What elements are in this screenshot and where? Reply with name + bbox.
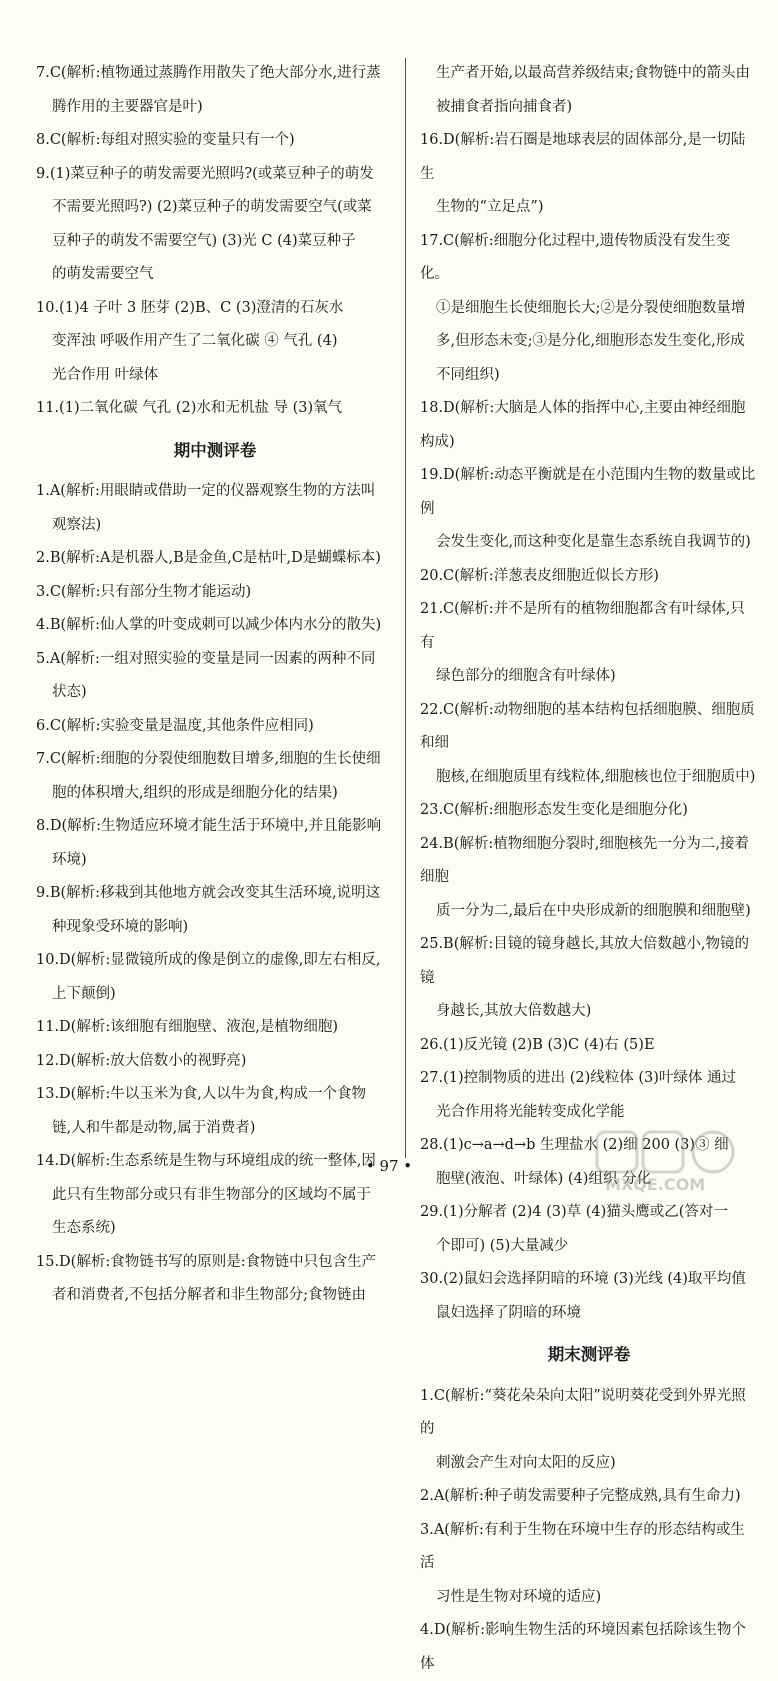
answer-line: 腾作用的主要器官是叶) bbox=[52, 98, 203, 115]
answer-line: 3.C(解析:只有部分生物才能运动) bbox=[36, 583, 252, 600]
answer-item bbox=[420, 459, 758, 560]
answer-item bbox=[36, 475, 394, 542]
answer-line: 12.D(解析:放大倍数小的视野亮) bbox=[36, 1052, 247, 1069]
answer-line: 10.D(解析:显微镜所成的像是倒立的虚像,即左右相反, bbox=[36, 952, 381, 968]
left-column bbox=[36, 57, 394, 1313]
answer-item bbox=[36, 810, 394, 877]
answer-item bbox=[36, 944, 394, 1011]
answer-line: 7.C(解析:细胞的分裂使细胞数目增多,细胞的生长使细 bbox=[36, 751, 381, 767]
answer-line: 会发生变化,而这种变化是靠生态系统自我调节的) bbox=[436, 534, 751, 550]
answer-line: 刺激会产生对向太阳的反应) bbox=[436, 1454, 616, 1471]
answer-line: 不需要光照吗?) (2)菜豆种子的萌发需要空气(或菜 bbox=[52, 199, 372, 215]
answer-item bbox=[36, 609, 394, 643]
answer-item bbox=[420, 1196, 758, 1263]
answer-item bbox=[420, 1062, 758, 1129]
answer-line: 6.C(解析:实验变量是温度,其他条件应相同) bbox=[36, 717, 314, 734]
answer-line: 变浑浊 呼吸作用产生了二氧化碳 ④ 气孔 (4) bbox=[52, 333, 338, 349]
answer-line: 1.C(解析:“葵花朵朵向太阳”说明葵花受到外界光照的 bbox=[420, 1387, 746, 1437]
answer-item bbox=[36, 392, 394, 426]
answer-line: 30.(2)鼠妇会选择阴暗的环境 (3)光线 (4)取平均值 bbox=[420, 1271, 746, 1287]
answer-line: 种现象受环境的影响) bbox=[52, 918, 189, 935]
answer-item bbox=[36, 542, 394, 576]
answer-line: 15.D(解析:食物链书写的原则是:食物链中只包含生产 bbox=[36, 1253, 377, 1270]
answer-item bbox=[420, 1029, 758, 1063]
answer-line: 8.D(解析:生物适应环境才能生活于环境中,并且能影响 bbox=[36, 818, 382, 834]
answer-line: 习性是生物对环境的适应) bbox=[436, 1588, 602, 1605]
answer-item bbox=[420, 392, 758, 459]
answer-line: 环境) bbox=[52, 851, 87, 868]
answer-item bbox=[36, 710, 394, 744]
answer-line: 5.A(解析:一组对照实验的变量是同一因素的两种不同 bbox=[36, 650, 376, 667]
section-heading-final: 期末测评卷 bbox=[547, 1345, 631, 1364]
answer-item bbox=[420, 593, 758, 694]
watermark-logo bbox=[595, 1128, 770, 1194]
answer-line: 光合作用将光能转变成化学能 bbox=[436, 1103, 625, 1120]
answer-item bbox=[420, 828, 758, 929]
answer-item bbox=[36, 124, 394, 158]
answer-item bbox=[420, 560, 758, 594]
answer-line: 17.C(解析:细胞分化过程中,遗传物质没有发生变化。 bbox=[420, 232, 731, 282]
answer-item bbox=[420, 928, 758, 1029]
answer-item bbox=[36, 57, 394, 124]
answer-line: 被捕食者指向捕食者) bbox=[436, 98, 573, 115]
answer-line: 生物的“立足点”) bbox=[436, 199, 544, 215]
answer-line: 3.A(解析:有利于生物在环境中生存的形态结构或生活 bbox=[420, 1521, 745, 1571]
answer-item bbox=[420, 1480, 758, 1514]
answer-item bbox=[36, 1078, 394, 1145]
answer-line: 13.D(解析:牛以玉米为食,人以牛为食,构成一个食物 bbox=[36, 1086, 366, 1102]
answer-item bbox=[36, 1045, 394, 1079]
answer-line: 生产者开始,以最高营养级结束;食物链中的箭头由 bbox=[436, 65, 750, 81]
answer-item bbox=[420, 1380, 758, 1481]
answer-line: 胞壁(液泡、叶绿体) (4)组织 分化 bbox=[436, 1170, 652, 1187]
answer-line: 11.D(解析:该细胞有细胞壁、液泡,是植物细胞) bbox=[36, 1019, 338, 1035]
answer-item bbox=[420, 1263, 758, 1330]
answer-line: 豆种子的萌发不需要空气) (3)光 C (4)菜豆种子 bbox=[52, 232, 356, 249]
answer-item bbox=[420, 124, 758, 225]
answer-line: 28.(1)c→a→d→b 生理盐水 (2)细 200 (3)③ 细 bbox=[420, 1137, 729, 1153]
answer-item bbox=[420, 57, 758, 124]
answer-item bbox=[36, 158, 394, 292]
answer-item bbox=[36, 1246, 394, 1313]
answer-line: 26.(1)反光镜 (2)B (3)C (4)右 (5)E bbox=[420, 1036, 655, 1053]
answer-item bbox=[36, 643, 394, 710]
answer-line: 链,人和牛都是动物,属于消费者) bbox=[52, 1119, 256, 1136]
answer-line: 19.D(解析:动态平衡就是在小范围内生物的数量或比例 bbox=[420, 467, 756, 517]
answer-line: 状态) bbox=[52, 684, 87, 700]
answer-line: 上下颠倒) bbox=[52, 985, 116, 1002]
answer-line: 绿色部分的细胞含有叶绿体) bbox=[436, 668, 616, 684]
answer-line: 29.(1)分解者 (2)4 (3)草 (4)猫头鹰或乙(答对一 bbox=[420, 1204, 728, 1220]
answer-line: 生态系统) bbox=[52, 1220, 116, 1236]
right-column bbox=[420, 57, 758, 1681]
answer-item bbox=[36, 576, 394, 610]
answer-line: 光合作用 叶绿体 bbox=[52, 366, 159, 383]
answer-item bbox=[420, 694, 758, 795]
answer-line: 多,但形态未变;③是分化,细胞形态发生变化,形成 bbox=[436, 333, 745, 349]
answer-item bbox=[36, 877, 394, 944]
answer-line: 9.B(解析:移栽到其他地方就会改变其生活环境,说明这 bbox=[36, 885, 381, 901]
answer-line: 者和消费者,不包括分解者和非生物部分;食物链由 bbox=[52, 1287, 366, 1303]
answer-line: 身越长,其放大倍数越大) bbox=[436, 1003, 592, 1019]
answer-line: 2.B(解析:A是机器人,B是金鱼,C是枯叶,D是蝴蝶标本) bbox=[36, 550, 381, 566]
answer-line: 质一分为二,最后在中央形成新的细胞膜和细胞壁) bbox=[436, 902, 751, 919]
answer-line: 4.B(解析:仙人掌的叶变成刺可以减少体内水分的散失) bbox=[36, 617, 382, 633]
answer-item bbox=[36, 1011, 394, 1045]
answer-line: 胞核,在细胞质里有线粒体,细胞核也位于细胞质中) bbox=[436, 768, 756, 785]
answer-line: 观察法) bbox=[52, 516, 102, 533]
answer-line: 4.D(解析:影响生物生活的环境因素包括除该生物个体 bbox=[420, 1622, 747, 1672]
section-heading-midterm: 期中测评卷 bbox=[173, 440, 257, 460]
answer-line: 此只有生物部分或只有非生物部分的区域均不属于 bbox=[52, 1186, 371, 1203]
answer-line: 2.A(解析:种子萌发需要种子完整成熟,具有生命力) bbox=[420, 1488, 741, 1504]
answer-item bbox=[36, 743, 394, 810]
answer-line: 16.D(解析:岩石圈是地球表层的固体部分,是一切陆生 bbox=[420, 132, 746, 182]
answer-line: 22.C(解析:动物细胞的基本结构包括细胞膜、细胞质和细 bbox=[420, 701, 755, 751]
answer-line: 20.C(解析:洋葱表皮细胞近似长方形) bbox=[420, 567, 659, 584]
answer-line: 个即可) (5)大量减少 bbox=[436, 1237, 569, 1254]
answer-line: 7.C(解析:植物通过蒸腾作用散失了绝大部分水,进行蒸 bbox=[36, 65, 381, 81]
answer-item bbox=[420, 794, 758, 828]
answer-line: ①是细胞生长使细胞长大;②是分裂使细胞数量增 bbox=[436, 299, 746, 316]
answer-line: 23.C(解析:细胞形态发生变化是细胞分化) bbox=[420, 802, 688, 818]
answer-line: 不同组织) bbox=[436, 366, 500, 383]
answer-line: 14.D(解析:生态系统是生物与环境组成的统一整体,因 bbox=[36, 1153, 376, 1169]
answer-line: 18.D(解析:大脑是人体的指挥中心,主要由神经细胞构成) bbox=[420, 400, 746, 450]
answer-line: 21.C(解析:并不是所有的植物细胞都含有叶绿体,只有 bbox=[420, 601, 745, 651]
page-number: • 97 • bbox=[365, 1157, 413, 1175]
answer-line: 鼠妇选择了阴暗的环境 bbox=[436, 1304, 581, 1321]
answer-line: 9.(1)菜豆种子的萌发需要光照吗?(或菜豆种子的萌发 bbox=[36, 165, 374, 182]
answer-line: 的萌发需要空气 bbox=[52, 266, 154, 282]
column-divider bbox=[405, 58, 406, 1158]
answer-line: 24.B(解析:植物细胞分裂时,细胞核先一分为二,接着细胞 bbox=[420, 835, 749, 885]
answer-line: 1.A(解析:用眼睛或借助一定的仪器观察生物的方法叫 bbox=[36, 483, 376, 499]
answer-item bbox=[420, 225, 758, 393]
answer-line: 胞的体积增大,组织的形成是细胞分化的结果) bbox=[52, 784, 338, 801]
answer-line: 11.(1)二氧化碳 气孔 (2)水和无机盐 导 (3)氧气 bbox=[36, 400, 343, 416]
answer-line: 8.C(解析:每组对照实验的变量只有一个) bbox=[36, 132, 295, 148]
answer-item bbox=[420, 1514, 758, 1615]
answer-item bbox=[420, 1614, 758, 1681]
answer-line: 10.(1)4 子叶 3 胚芽 (2)B、C (3)澄清的石灰水 bbox=[36, 299, 344, 316]
answer-line: 25.B(解析:目镜的镜身越长,其放大倍数越小,物镜的镜 bbox=[420, 936, 749, 986]
answer-item bbox=[36, 292, 394, 393]
watermark-text: MXQE.COM bbox=[605, 1175, 706, 1194]
answer-line: 27.(1)控制物质的进出 (2)线粒体 (3)叶绿体 通过 bbox=[420, 1070, 737, 1086]
